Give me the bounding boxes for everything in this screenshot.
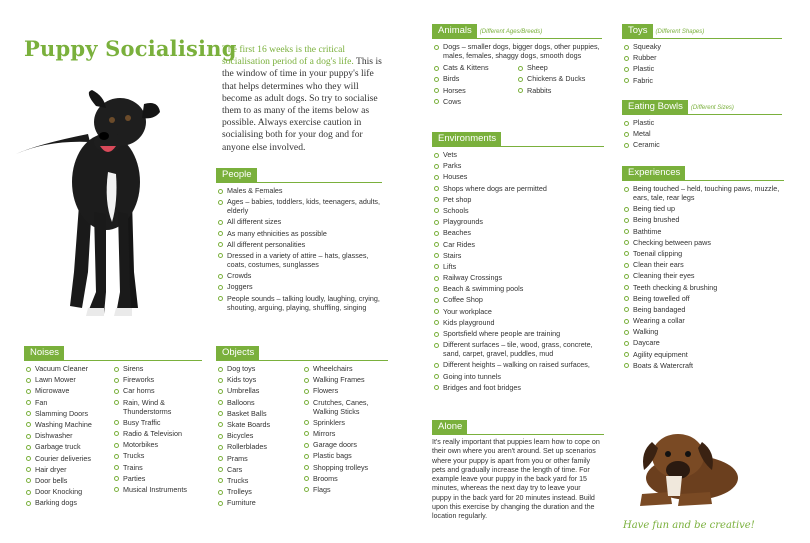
list-item: Trucks xyxy=(216,476,302,485)
list-item: Umbrellas xyxy=(216,386,302,395)
list-item: Checking between paws xyxy=(622,238,784,247)
toys-subheading: (Different Shapes) xyxy=(655,29,705,35)
objects-heading: Objects xyxy=(216,346,259,360)
bowls-subheading: (Different Sizes) xyxy=(690,105,734,111)
environments-heading: Environments xyxy=(432,132,501,146)
list-item: Teeth checking & brushing xyxy=(622,283,784,292)
list-item: Bridges and foot bridges xyxy=(432,383,604,392)
list-item: Courier deliveries xyxy=(24,454,112,463)
noises-heading: Noises xyxy=(24,346,64,360)
list-item: Different heights – walking on raised surfaces, xyxy=(432,360,604,369)
alone-section xyxy=(432,420,604,522)
alone-heading: Alone xyxy=(432,420,467,434)
experiences-heading: Experiences xyxy=(622,166,685,180)
list-item: Daycare xyxy=(622,338,784,347)
list-item: Washing Machine xyxy=(24,420,112,429)
list-item: Being brushed xyxy=(622,215,784,224)
list-item: Ages – babies, toddlers, kids, teenagers, adults, elderly xyxy=(216,197,382,215)
list-item: Prams xyxy=(216,454,302,463)
noises-list-1 xyxy=(24,364,112,509)
list-item: Going into tunnels xyxy=(432,372,604,381)
list-item: Schools xyxy=(432,206,604,215)
black-dog-image xyxy=(8,82,180,322)
list-item: Playgrounds xyxy=(432,217,604,226)
list-item: Ceramic xyxy=(622,140,782,149)
toys-section xyxy=(622,24,782,87)
list-item: Being bandaged xyxy=(622,305,784,314)
list-item: Horses xyxy=(432,86,516,95)
objects-list-1 xyxy=(216,364,302,509)
animals-section xyxy=(432,24,602,108)
environments-list xyxy=(432,150,604,392)
toys-list xyxy=(622,42,782,85)
list-item: Vets xyxy=(432,150,604,159)
list-item: Mirrors xyxy=(302,429,388,438)
list-item: Cars xyxy=(216,465,302,474)
list-item: Lawn Mower xyxy=(24,375,112,384)
list-item: Door Knocking xyxy=(24,487,112,496)
list-item: Chickens & Ducks xyxy=(516,74,600,83)
list-item: Furniture xyxy=(216,498,302,507)
list-item: Fabric xyxy=(622,76,782,85)
list-item: Plastic xyxy=(622,64,782,73)
list-item: Dishwasher xyxy=(24,431,112,440)
list-item: Joggers xyxy=(216,282,382,291)
list-item: Different surfaces – tile, wood, grass, concrete, sand, carpet, gravel, puddles, mud xyxy=(432,340,604,358)
page-title: Puppy Socialising xyxy=(24,36,237,61)
list-item: Sheep xyxy=(516,63,600,72)
list-item: People sounds – talking loudly, laughing, crying, shouting, arguing, playing, shuffling, singing xyxy=(216,294,382,312)
list-item: Cats & Kittens xyxy=(432,63,516,72)
list-item: Microwave xyxy=(24,386,112,395)
animals-list-1 xyxy=(432,63,516,108)
list-item: Being tied up xyxy=(622,204,784,213)
people-list xyxy=(216,186,382,312)
list-item: Flowers xyxy=(302,386,388,395)
list-item: Fireworks xyxy=(112,375,200,384)
list-item: Dressed in a variety of attire – hats, glasses, coats, costumes, sunglasses xyxy=(216,251,382,269)
list-item: Trolleys xyxy=(216,487,302,496)
list-item: Rain, Wind & Thunderstorms xyxy=(112,398,200,416)
list-item: Squeaky xyxy=(622,42,782,51)
list-item: Pet shop xyxy=(432,195,604,204)
list-item: Beaches xyxy=(432,228,604,237)
intro-text xyxy=(222,44,390,154)
list-item: Sirens xyxy=(112,364,200,373)
bowls-list xyxy=(622,118,782,149)
list-item: Plastic xyxy=(622,118,782,127)
list-item: Kids playground xyxy=(432,318,604,327)
tagline: Have fun and be creative! xyxy=(623,520,755,531)
list-item: Dog toys xyxy=(216,364,302,373)
toys-heading: Toys xyxy=(622,24,653,38)
animals-subheading: (Different Ages/Breeds) xyxy=(479,29,543,35)
list-item: Flags xyxy=(302,485,388,494)
list-item: Door bells xyxy=(24,476,112,485)
noises-section xyxy=(24,346,202,509)
list-item: Basket Balls xyxy=(216,409,302,418)
list-item: Walking Frames xyxy=(302,375,388,384)
intro-body: This is the window of time in your puppy's life that helps determines who they will become as adult dogs. So try to socialise them to as many of the items below as possible. Always exercise caution in socialising both for your dog and for anyone else involved. xyxy=(222,56,382,153)
list-item: Skate Boards xyxy=(216,420,302,429)
list-item: All different personalities xyxy=(216,240,382,249)
list-item: As many ethnicities as possible xyxy=(216,229,382,238)
list-item: Musical Instruments xyxy=(112,485,200,494)
list-item: Males & Females xyxy=(216,186,382,195)
list-item: Clean their ears xyxy=(622,260,784,269)
bowls-heading: Eating Bowls xyxy=(622,100,688,114)
list-item: Being touched – held, touching paws, muzzle, ears, tale, rear legs xyxy=(622,184,784,202)
list-item: Vacuum Cleaner xyxy=(24,364,112,373)
list-item: Sprinklers xyxy=(302,418,388,427)
objects-section xyxy=(216,346,388,509)
list-item: Walking xyxy=(622,327,784,336)
list-item: Being towelled off xyxy=(622,294,784,303)
list-item: Balloons xyxy=(216,398,302,407)
bowls-section xyxy=(622,100,782,152)
list-item: Dogs – smaller dogs, bigger dogs, other puppies, males, females, shaggy dogs, smooth dogs xyxy=(432,42,602,60)
list-item: Railway Crossings xyxy=(432,273,604,282)
list-item: Crowds xyxy=(216,271,382,280)
people-heading: People xyxy=(216,168,257,182)
list-item: Barking dogs xyxy=(24,498,112,507)
list-item: Fan xyxy=(24,398,112,407)
list-item: Rubber xyxy=(622,53,782,62)
list-item: Coffee Shop xyxy=(432,295,604,304)
list-item: Houses xyxy=(432,172,604,181)
list-item: Garage doors xyxy=(302,440,388,449)
list-item: Garbage truck xyxy=(24,442,112,451)
list-item: Radio & Television xyxy=(112,429,200,438)
list-item: Stairs xyxy=(432,251,604,260)
list-item: Rabbits xyxy=(516,86,600,95)
list-item: Kids toys xyxy=(216,375,302,384)
list-item: Parties xyxy=(112,474,200,483)
list-item: Hair dryer xyxy=(24,465,112,474)
list-item: Parks xyxy=(432,161,604,170)
noises-list-2 xyxy=(112,364,200,509)
alone-text: It's really important that puppies learn how to cope on their own where you aren't around. Set up scenarios where your puppy is apart from you or other family pets and gradually increase the length of time. For example leave your puppy in the back yard for 15 minutes, whereas the next day try to leave your puppy in the back yard for 20 minutes instead. Build upon this exercise by changing the duration and the location regularly. xyxy=(432,438,600,521)
people-section xyxy=(216,168,382,314)
list-item: Bicycles xyxy=(216,431,302,440)
list-item: Car Rides xyxy=(432,240,604,249)
list-item: Boats & Watercraft xyxy=(622,361,784,370)
experiences-section xyxy=(622,166,784,372)
list-item: Cows xyxy=(432,97,516,106)
list-item: Wearing a collar xyxy=(622,316,784,325)
list-item: Wheelchairs xyxy=(302,364,388,373)
list-item: Car horns xyxy=(112,386,200,395)
animals-list-2 xyxy=(516,63,600,108)
list-item: Shopping trolleys xyxy=(302,463,388,472)
list-item: Shops where dogs are permitted xyxy=(432,184,604,193)
list-item: Toenail clipping xyxy=(622,249,784,258)
list-item: Busy Traffic xyxy=(112,418,200,427)
animals-heading: Animals xyxy=(432,24,477,38)
list-item: Crutches, Canes, Walking Sticks xyxy=(302,398,388,416)
list-item: All different sizes xyxy=(216,217,382,226)
list-item: Trains xyxy=(112,463,200,472)
list-item: Bathtime xyxy=(622,227,784,236)
list-item: Your workplace xyxy=(432,307,604,316)
brown-puppy-image xyxy=(622,412,746,512)
intro-highlight: The first 16 weeks is the critical socialisation period of a dog's life. xyxy=(222,44,354,68)
list-item: Cleaning their eyes xyxy=(622,271,784,280)
animals-list xyxy=(432,42,602,60)
list-item: Birds xyxy=(432,74,516,83)
list-item: Agility equipment xyxy=(622,350,784,359)
objects-list-2 xyxy=(302,364,388,509)
experiences-list xyxy=(622,184,784,370)
list-item: Beach & swimming pools xyxy=(432,284,604,293)
list-item: Brooms xyxy=(302,474,388,483)
list-item: Motorbikes xyxy=(112,440,200,449)
list-item: Trucks xyxy=(112,451,200,460)
list-item: Rollerblades xyxy=(216,442,302,451)
list-item: Plastic bags xyxy=(302,451,388,460)
list-item: Slamming Doors xyxy=(24,409,112,418)
list-item: Lifts xyxy=(432,262,604,271)
list-item: Metal xyxy=(622,129,782,138)
list-item: Sportsfield where people are training xyxy=(432,329,604,338)
environments-section xyxy=(432,132,604,394)
